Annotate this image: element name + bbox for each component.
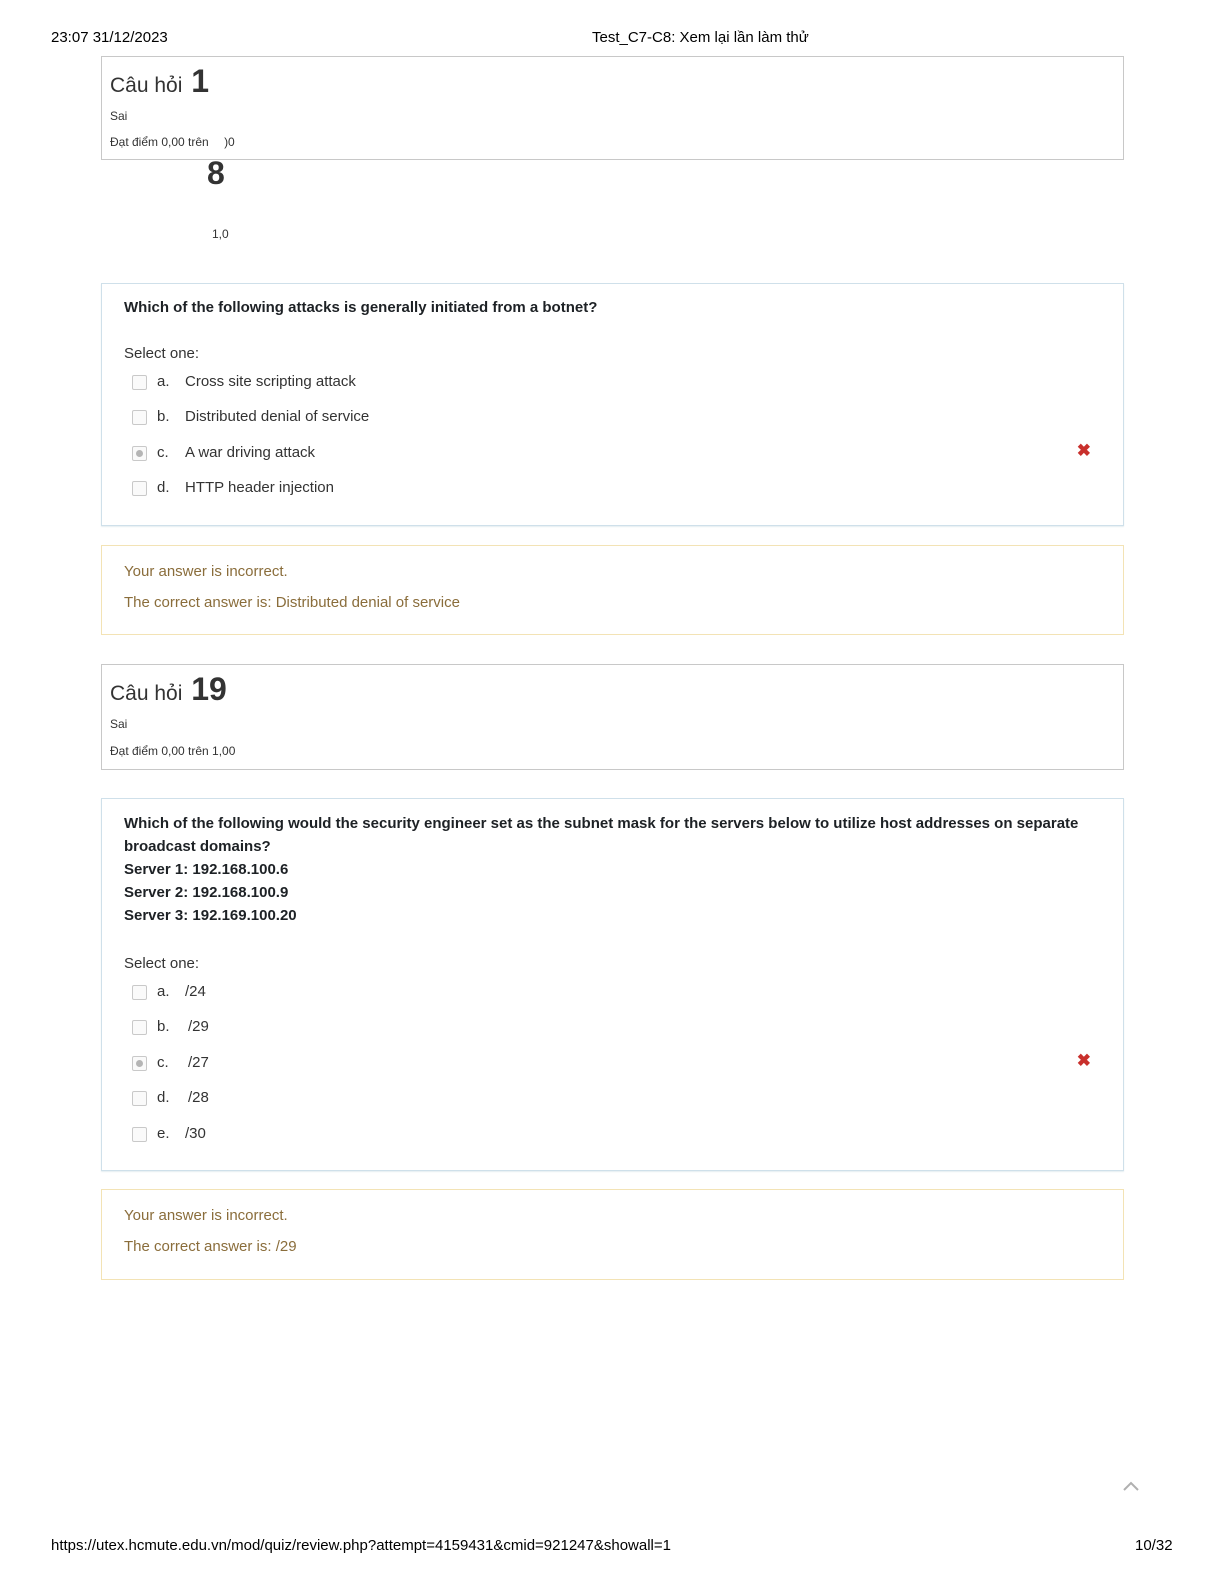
feedback-correct-answer: The correct answer is: /29 <box>124 1238 297 1255</box>
print-datetime: 23:07 31/12/2023 <box>51 29 168 46</box>
option-text: /28 <box>188 1089 209 1106</box>
radio-button-selected[interactable] <box>132 1056 147 1071</box>
option-letter: a. <box>157 983 170 1000</box>
option-letter: b. <box>157 408 170 425</box>
question-heading <box>110 671 227 708</box>
option-text: /27 <box>188 1054 209 1071</box>
option-letter: a. <box>157 373 170 390</box>
question-state: Sai <box>110 109 128 123</box>
radio-button[interactable] <box>132 985 147 1000</box>
grade-text: Đạt điểm 0,00 trên <box>110 135 209 149</box>
question-state: Sai <box>110 717 128 731</box>
incorrect-icon: ✖ <box>1076 441 1091 460</box>
question-line: Server 2: 192.168.100.9 <box>124 884 289 901</box>
feedback-incorrect: Your answer is incorrect. <box>124 1207 288 1224</box>
option-letter: d. <box>157 1089 170 1106</box>
question-number: 19 <box>191 671 227 707</box>
question-19-content <box>101 798 1124 1171</box>
question-heading-label: Câu hỏi <box>110 74 183 97</box>
page-url: https://utex.hcmute.edu.vn/mod/quiz/review.php?attempt=4159431&cmid=921247&showall=1 <box>51 1537 671 1554</box>
radio-button-selected[interactable] <box>132 446 147 461</box>
question-line: Server 1: 192.168.100.6 <box>124 861 289 878</box>
question-grade: Đạt điểm 0,00 trên 1,00 <box>110 744 236 758</box>
question-18-info <box>101 56 1124 160</box>
page-number: 10/32 <box>1135 1537 1173 1554</box>
option-letter: c. <box>157 444 169 461</box>
option-text: Distributed denial of service <box>185 408 370 425</box>
question-19-info <box>101 664 1124 770</box>
radio-button[interactable] <box>132 1091 147 1106</box>
question-18-feedback <box>101 545 1124 635</box>
print-page-title: Test_C7-C8: Xem lại lần làm thử <box>592 29 809 46</box>
option-text: A war driving attack <box>185 444 316 461</box>
feedback-incorrect: Your answer is incorrect. <box>124 563 288 580</box>
radio-button[interactable] <box>132 375 147 390</box>
option-text: /29 <box>188 1018 209 1035</box>
option-text: HTTP header injection <box>185 479 334 496</box>
select-one-prompt: Select one: <box>124 345 200 362</box>
question-text <box>124 812 1093 927</box>
option-letter: c. <box>157 1054 169 1071</box>
question-number-overflow: 8 <box>207 155 225 191</box>
radio-button[interactable] <box>132 1020 147 1035</box>
option-letter: b. <box>157 1018 170 1035</box>
question-line: Server 3: 192.169.100.20 <box>124 907 297 924</box>
question-19-feedback <box>101 1189 1124 1280</box>
option-letter: e. <box>157 1125 170 1142</box>
question-heading <box>110 63 209 100</box>
feedback-correct-answer: The correct answer is: Distributed denial of service <box>124 594 460 611</box>
question-number: 1 <box>191 63 210 99</box>
radio-button[interactable] <box>132 410 147 425</box>
question-heading-label: Câu hỏi <box>110 682 183 705</box>
option-text: Cross site scripting attack <box>185 373 356 390</box>
option-letter: d. <box>157 479 170 496</box>
radio-button[interactable] <box>132 481 147 496</box>
question-line: Which of the following would the security engineer set as the subnet mask for the servers below to utilize host addresses on separate broadcast domains? <box>124 815 1079 855</box>
option-text: /30 <box>185 1125 206 1142</box>
incorrect-icon: ✖ <box>1076 1051 1091 1070</box>
question-text: Which of the following attacks is generally initiated from a botnet? <box>124 299 598 316</box>
chevron-up-icon[interactable] <box>1121 1476 1141 1496</box>
option-text: /24 <box>185 983 206 1000</box>
question-18-content <box>101 283 1124 526</box>
grade-tail: )0 <box>224 135 235 149</box>
grade-overflow: 1,0 <box>212 227 229 241</box>
question-grade <box>110 135 235 149</box>
select-one-prompt: Select one: <box>124 955 200 972</box>
radio-button[interactable] <box>132 1127 147 1142</box>
